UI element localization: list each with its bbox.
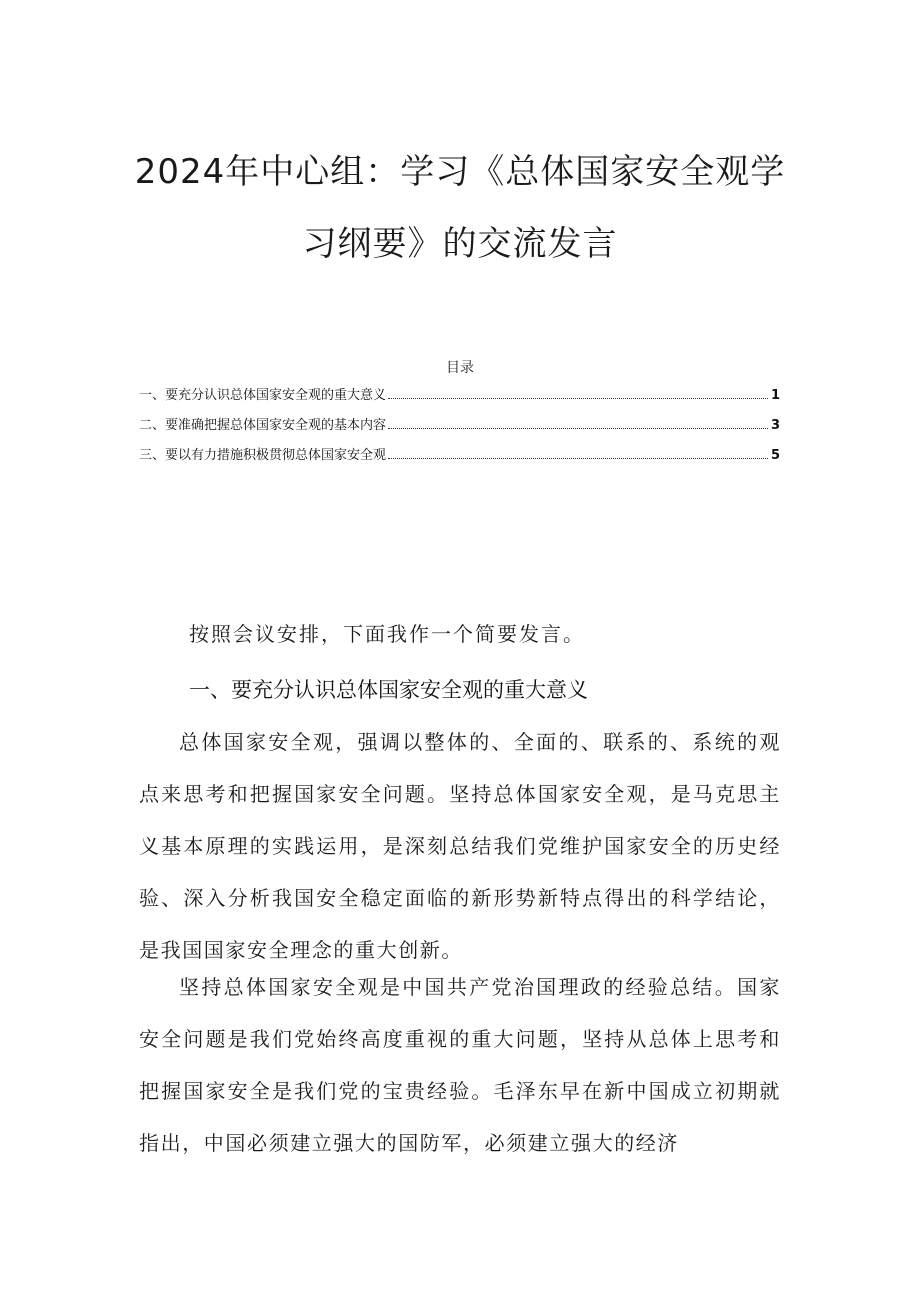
toc-entry-page: 5 [770, 448, 780, 463]
toc-entry-page: 3 [770, 418, 780, 433]
toc-dot-leader [388, 427, 768, 429]
section-heading: 一、要充分认识总体国家安全观的重大意义 [189, 678, 588, 702]
toc-entry-page: 1 [770, 388, 780, 403]
document-title-line-1: 2024年中心组：学习《总体国家安全观学 [134, 152, 786, 192]
body-paragraph: 坚持总体国家安全观是中国共产党治国理政的经验总结。国家安全问题是我们党始终高度重视的重大问题，坚持从总体上思考和把握国家安全是我们党的宝贵经验。毛泽东早在新中国成立初期就指出，中国必须建立强大的国防军，必须建立强大的经济 [139, 975, 781, 1155]
toc-entry-label: 三、要以有力措施积极贯彻总体国家安全观 [139, 448, 387, 463]
toc-entry[interactable] [139, 383, 780, 403]
intro-sentence: 按照会议安排，下面我作一个简要发言。 [189, 622, 585, 646]
toc-heading: 目录 [446, 360, 474, 376]
toc-entry[interactable] [139, 413, 780, 433]
document-title-line-2: 习纲要》的交流发言 [302, 224, 618, 264]
toc-dot-leader [388, 457, 768, 459]
toc-dot-leader [388, 397, 768, 399]
toc-entry-label: 二、要准确把握总体国家安全观的基本内容 [139, 418, 387, 433]
toc-entry-label: 一、要充分认识总体国家安全观的重大意义 [139, 388, 387, 403]
body-paragraph: 总体国家安全观，强调以整体的、全面的、联系的、系统的观点来思考和把握国家安全问题。坚持总体国家安全观，是马克思主义基本原理的实践运用，是深刻总结我们党维护国家安全的历史经验、深入分析我国安全稳定面临的新形势新特点得出的科学结论，是我国国家安全理念的重大创新。 [139, 730, 781, 962]
toc-entry[interactable] [139, 443, 780, 463]
